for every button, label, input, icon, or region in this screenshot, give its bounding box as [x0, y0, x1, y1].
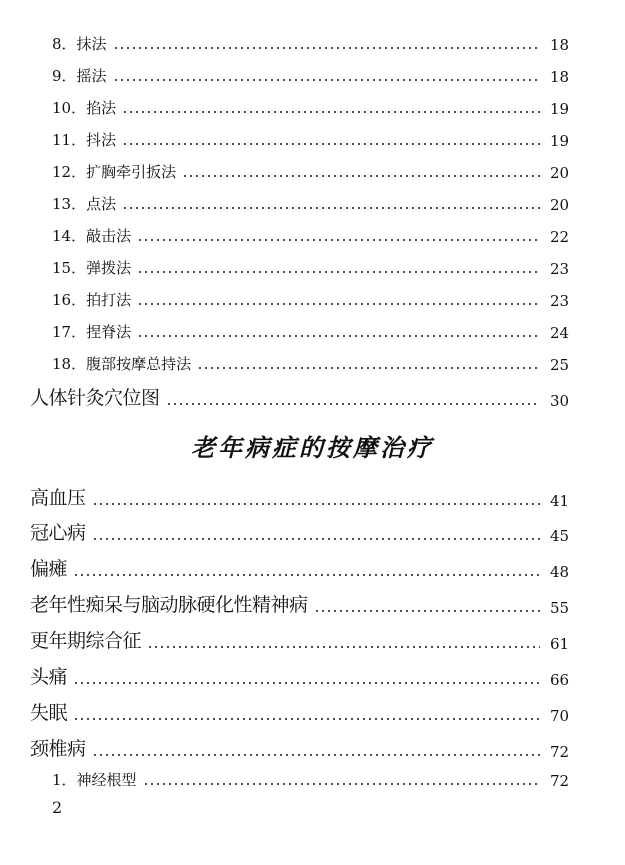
toc-entry-label: 13．点法 — [52, 195, 117, 213]
toc-entry[interactable] — [52, 320, 572, 342]
leader-dots — [122, 143, 540, 145]
toc-entry-page: 23 — [550, 260, 570, 278]
toc-entry-label: 头痛 — [30, 666, 68, 688]
section-heading: 老年病症的按摩治疗 — [191, 434, 434, 462]
leader-dots — [73, 718, 540, 720]
toc-entry[interactable] — [30, 733, 572, 761]
toc-entry-page: 55 — [550, 599, 570, 617]
toc-entry-acupoint-chart[interactable] — [30, 382, 572, 410]
toc-entry-label: 1．神经根型 — [52, 771, 137, 789]
toc-entry[interactable] — [30, 661, 572, 689]
toc-entry[interactable] — [30, 697, 572, 725]
toc-entry-label: 12．扩胸牵引扳法 — [52, 163, 177, 181]
leader-dots — [137, 335, 540, 337]
toc-entry[interactable] — [52, 96, 572, 118]
toc-entry-label: 16．拍打法 — [52, 291, 132, 309]
toc-entry[interactable] — [30, 517, 572, 545]
toc-entry-page: 23 — [550, 292, 570, 310]
toc-entry-page: 72 — [550, 743, 570, 761]
leader-dots — [113, 47, 540, 49]
toc-entry-page: 41 — [550, 492, 570, 510]
leader-dots — [73, 682, 540, 684]
leader-dots — [137, 303, 540, 305]
toc-entry[interactable] — [52, 224, 572, 246]
toc-entry-page: 20 — [550, 196, 570, 214]
toc-entry-label: 更年期综合征 — [30, 630, 142, 652]
toc-entry[interactable] — [52, 768, 572, 790]
toc-entry-page: 18 — [550, 36, 570, 54]
toc-entry[interactable] — [30, 553, 572, 581]
toc-entry-label: 11．抖法 — [52, 131, 117, 149]
toc-entry-page: 30 — [550, 392, 570, 410]
toc-entry-page: 45 — [550, 527, 570, 545]
toc-entry-page: 20 — [550, 164, 570, 182]
toc-entry[interactable] — [52, 256, 572, 278]
toc-entry-page: 22 — [550, 228, 570, 246]
toc-entry-label: 颈椎病 — [30, 738, 86, 760]
toc-entry-page: 19 — [550, 100, 570, 118]
toc-entry-label: 失眠 — [30, 702, 68, 724]
leader-dots — [137, 239, 540, 241]
toc-entry[interactable] — [30, 482, 572, 510]
leader-dots — [122, 207, 540, 209]
toc-entry-page: 19 — [550, 132, 570, 150]
leader-dots — [113, 79, 540, 81]
leader-dots — [314, 610, 540, 612]
footer-page-number: 2 — [52, 798, 63, 817]
leader-dots — [92, 503, 540, 505]
leader-dots — [92, 754, 540, 756]
leader-dots — [182, 175, 540, 177]
toc-entry-page: 72 — [550, 772, 570, 790]
toc-entry-page: 18 — [550, 68, 570, 86]
toc-entry[interactable] — [52, 160, 572, 182]
toc-entry-label: 9．摇法 — [52, 67, 107, 85]
toc-entry[interactable] — [52, 352, 572, 374]
toc-entry-page: 48 — [550, 563, 570, 581]
toc-entry-label: 老年性痴呆与脑动脉硬化性精神病 — [30, 594, 308, 616]
toc-entry-label: 冠心病 — [30, 522, 86, 544]
toc-entry[interactable] — [30, 625, 572, 653]
toc-entry[interactable] — [30, 589, 572, 617]
leader-dots — [137, 271, 540, 273]
toc-entry-label: 18．腹部按摩总持法 — [52, 355, 192, 373]
toc-entry-label: 偏瘫 — [30, 558, 68, 580]
toc-entry-page: 25 — [550, 356, 570, 374]
toc-entry-label: 8．抹法 — [52, 35, 107, 53]
leader-dots — [92, 538, 540, 540]
toc-entry[interactable] — [52, 64, 572, 86]
toc-entry-page: 70 — [550, 707, 570, 725]
toc-entry-label: 高血压 — [30, 487, 86, 509]
toc-entry-label: 17．捏脊法 — [52, 323, 132, 341]
toc-entry[interactable] — [52, 128, 572, 150]
toc-entry-label: 15．弹拨法 — [52, 259, 132, 277]
toc-entry-page: 24 — [550, 324, 570, 342]
toc-entry[interactable] — [52, 192, 572, 214]
leader-dots — [73, 574, 540, 576]
leader-dots — [197, 367, 540, 369]
leader-dots — [147, 646, 540, 648]
toc-entry-page: 66 — [550, 671, 570, 689]
toc-entry[interactable] — [52, 288, 572, 310]
leader-dots — [166, 403, 540, 405]
toc-entry-page: 61 — [550, 635, 570, 653]
toc-entry-label: 人体针灸穴位图 — [30, 387, 160, 409]
leader-dots — [143, 783, 540, 785]
toc-entry-label: 10．掐法 — [52, 99, 117, 117]
leader-dots — [122, 111, 540, 113]
toc-entry-label: 14．敲击法 — [52, 227, 132, 245]
toc-entry[interactable] — [52, 32, 572, 54]
